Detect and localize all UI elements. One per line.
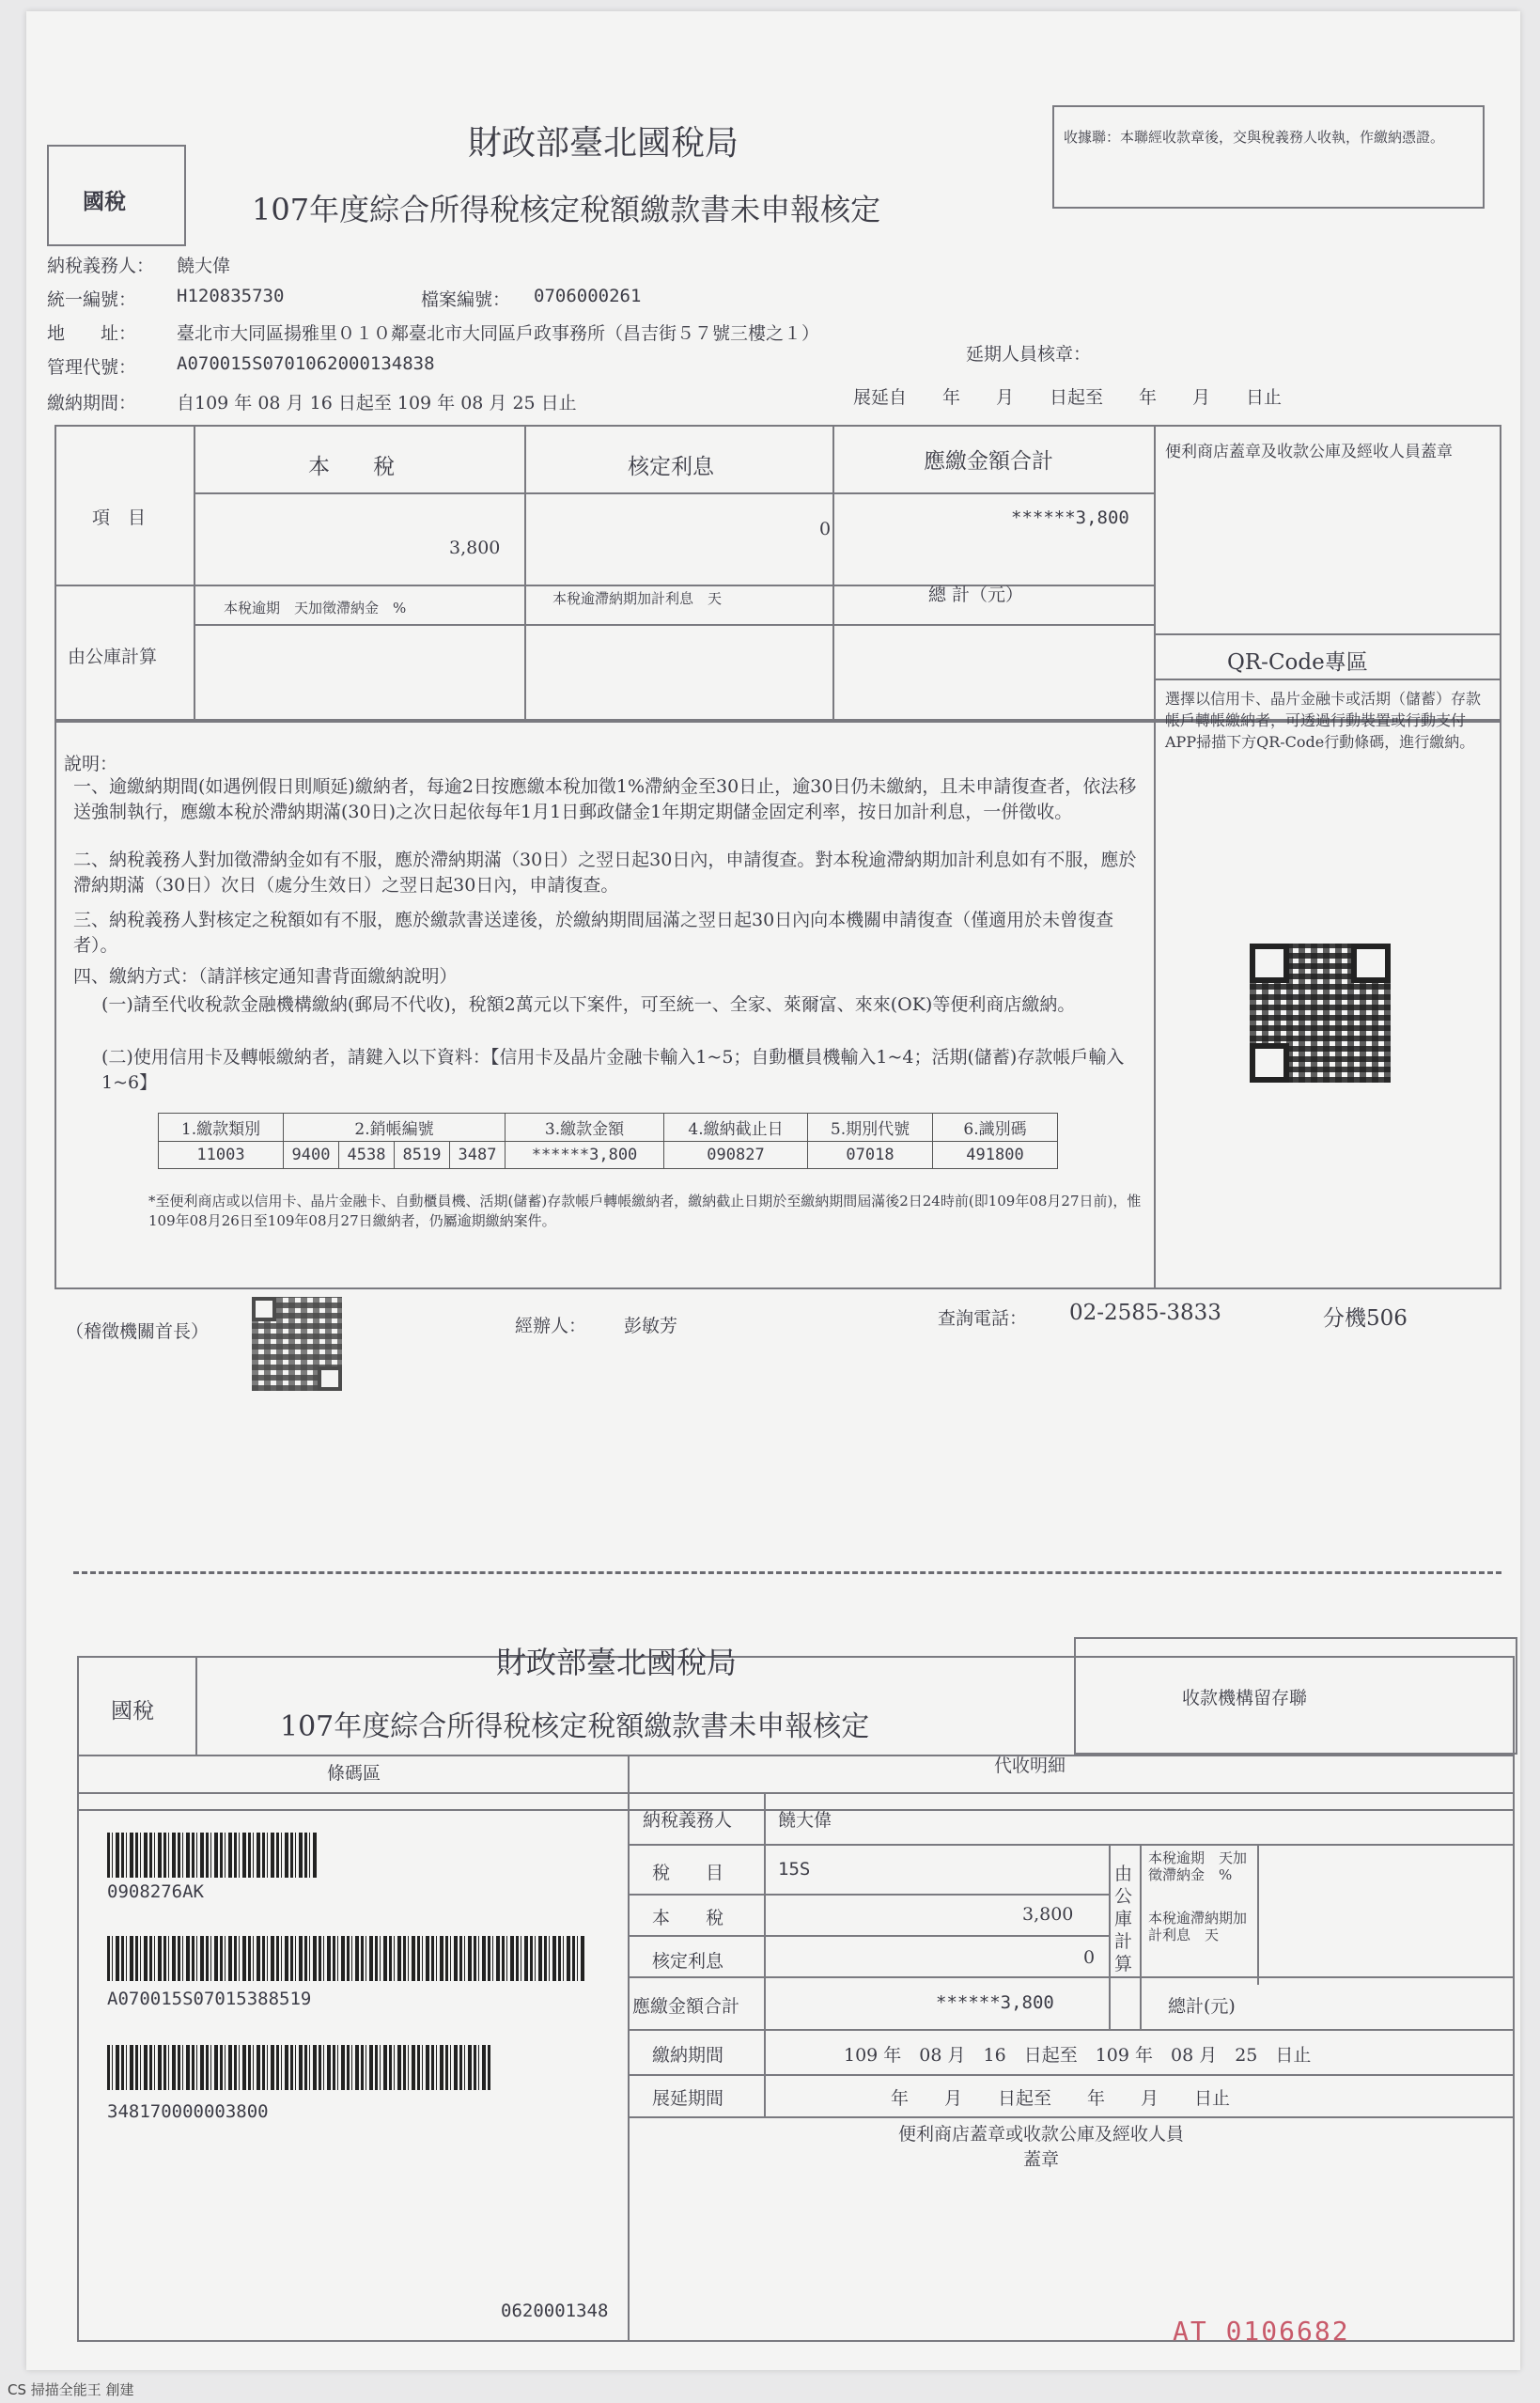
item-label: 項 目: [92, 507, 147, 528]
note-1: 一、逾繳納期間(如遇例假日則順延)繳納者，每逾2日按應繳本稅加徵1%滯納金至30日止，逾30日仍未繳納，且未申請復查者，依法移送強制執行，應繳本稅於滯納期滿(30日)之次日起依每年1月1日郵政儲金1年期定期儲金固定利率，按日加計利息，一併徵收。: [73, 776, 1137, 822]
detail-period-value: 109 年 08 月 16 日起至 109 年 08 月 25 日止: [844, 2045, 1312, 2066]
pay-deadline: 090827: [664, 1142, 808, 1169]
file-value: 0706000261: [534, 286, 642, 306]
pay-account-4: 3487: [450, 1142, 506, 1169]
address-label: 地 址：: [47, 323, 137, 344]
detail-interest-label: 核定利息: [652, 1951, 724, 1972]
detail-stamp-label: 便利商店蓋章或收款公庫及經收人員蓋章: [897, 2124, 1184, 2170]
pay-header-4: 4.繳納截止日: [664, 1114, 808, 1142]
tax-type-label: 國稅: [83, 189, 126, 214]
detail-grand-total-label: 總計(元): [1168, 1996, 1236, 2017]
pay-account-1: 9400: [284, 1142, 339, 1169]
barcode-3-text: 348170000003800: [107, 2101, 269, 2122]
barcode-area-label: 條碼區: [327, 1763, 381, 1784]
detail-tax-item-label: 稅 目: [652, 1863, 724, 1883]
note-4-2: (二)使用信用卡及轉帳繳納者，請鍵入以下資料：【信用卡及晶片金融卡輸入1~5；自動櫃員機輸入1~4；活期(儲蓄)存款帳戶輸入1~6】: [101, 1047, 1125, 1093]
barcode-3: [107, 2045, 492, 2090]
period-label: 繳納期間：: [47, 393, 137, 414]
grand-total-label: 總 計（元）: [928, 585, 1024, 605]
id-value: H120835730: [177, 286, 285, 306]
receipt-note-box: [1052, 105, 1485, 209]
barcode-1-text: 0908276AK: [107, 1881, 204, 1902]
receipt-note: 收據聯：本聯經收款章後，交與稅義務人收執，作繳納憑證。: [1064, 129, 1445, 146]
detail-period-label: 繳納期間: [652, 2045, 724, 2066]
pay-header-5: 5.期別代號: [808, 1114, 933, 1142]
pay-header-2: 2.銷帳編號: [284, 1114, 506, 1142]
mgmt-label: 管理代號：: [47, 357, 137, 378]
detail-total-due-label: 應繳金額合計: [632, 1996, 740, 2017]
amount-table: [54, 425, 1501, 721]
col-interest: 核定利息: [628, 455, 714, 479]
note-2: 二、納稅義務人對加徵滯納金如有不服，應於滯納期滿（30日）之翌日起30日內，申請復查。對本稅逾滯納期加計利息如有不服，應於滯納期滿（30日）次日（處分生效日）之翌日起30日內，申請復查。: [73, 850, 1137, 896]
serial-number: 0620001348: [501, 2301, 609, 2321]
id-label: 統一編號：: [47, 289, 137, 310]
footnote: *至便利商店或以信用卡、晶片金融卡、自動櫃員機、活期(儲蓄)存款帳戶轉帳繳納者，繳納截止日期於至繳納期間屆滿後2日24時前(即109年08月27日前)，惟109年08月26日至109年08月27日繳納者，仍屬逾期繳納案件。: [148, 1193, 1142, 1229]
detail-interest-amount: 0: [1083, 1947, 1096, 1968]
pay-id-code: 491800: [933, 1142, 1058, 1169]
tax-type-box: [47, 145, 186, 246]
handler-label: 經辦人：: [515, 1316, 587, 1336]
pay-header-1: 1.繳款類別: [159, 1114, 284, 1142]
pay-account-2: 4538: [339, 1142, 395, 1169]
bottom-tax-type: 國稅: [111, 1699, 154, 1724]
pay-account-3: 8519: [395, 1142, 450, 1169]
note-3: 三、納稅義務人對核定之稅額如有不服，應於繳款書送達後，於繳納期間屆滿之翌日起30日內向本機關申請復查（僅適用於未曾復查者）。: [73, 910, 1114, 956]
phone-value: 02-2585-3833: [1069, 1301, 1221, 1325]
pay-amount: ******3,800: [506, 1142, 664, 1169]
payment-code-table: [158, 1113, 1058, 1169]
mgmt-value: A070015S0701062000134838: [177, 353, 435, 374]
col-total-due: 應繳金額合計: [924, 449, 1053, 474]
detail-taxpayer-label: 納稅義務人: [643, 1810, 733, 1831]
bottom-agency: 財政部臺北國稅局: [496, 1645, 738, 1680]
note-4-1: (一)請至代收稅款金融機構繳納(郵局不代收)，稅額2萬元以下案件，可至統一、全家、萊爾富、來來(OK)等便利商店繳納。: [101, 994, 1076, 1015]
scanner-watermark: CS 掃描全能王 創建: [8, 2381, 134, 2398]
late-interest-label: 本稅逾滯納期加計利息 天: [552, 590, 723, 607]
form-title: 107年度綜合所得稅核定稅額繳款書未申報核定: [252, 192, 881, 227]
store-stamp-label: 便利商店蓋章及收款公庫及經收人員蓋章: [1165, 443, 1453, 461]
detail-extended-value: 年 月 日起至 年 月 日止: [891, 2088, 1231, 2109]
barcode-1: [107, 1833, 319, 1878]
detail-late-fee-label: 本稅逾期 天加徵滯納金 %: [1148, 1849, 1248, 1883]
official-seal-code: [252, 1297, 342, 1391]
extension-stamp-note: 延期人員核章：: [966, 344, 1092, 365]
interest-amount: 0: [819, 519, 832, 539]
treasury-calc-label: 由公庫計算: [68, 647, 158, 667]
barcode-2-text: A070015S07015388519: [107, 1989, 312, 2009]
pay-period-code: 07018: [808, 1142, 933, 1169]
phone-ext: 分機506: [1323, 1306, 1408, 1331]
pay-category: 11003: [159, 1142, 284, 1169]
pay-header-6: 6.識別碼: [933, 1114, 1058, 1142]
notes-title: 說明：: [64, 754, 118, 774]
detail-tax-item: 15S: [778, 1859, 811, 1880]
bottom-form-title: 107年度綜合所得稅核定稅額繳款書未申報核定: [280, 1710, 870, 1743]
detail-tax-label: 本 稅: [652, 1908, 724, 1928]
detail-tax-amount: 3,800: [1022, 1904, 1074, 1925]
qr-instructions: 選擇以信用卡、晶片金融卡或活期（儲蓄）存款帳戶轉帳繳納者，可透過行動裝置或行動支付APP掃描下方QR-Code行動條碼，進行繳納。: [1165, 690, 1482, 751]
extended-period: 展延自 年 月 日起至 年 月 日止: [853, 387, 1283, 408]
detail-late-interest-label: 本稅逾滯納期加計利息 天: [1148, 1910, 1248, 1943]
red-serial-number: AT 0106682: [1173, 2316, 1350, 2347]
phone-label: 查詢電話：: [938, 1308, 1028, 1329]
head-label: （稽徵機關首長）: [66, 1321, 210, 1342]
qr-area-label: QR-Code專區: [1227, 650, 1368, 675]
tear-line: [73, 1571, 1501, 1574]
agency-title: 財政部臺北國稅局: [468, 124, 739, 163]
total-due-amount: ******3,800: [1011, 507, 1129, 528]
retain-label: 收款機構留存聯: [1182, 1688, 1308, 1709]
late-fee-label: 本稅逾期 天加徵滯納金 %: [224, 600, 407, 616]
detail-label: 代收明細: [994, 1755, 1066, 1776]
handler-name: 彭敏芳: [624, 1316, 678, 1336]
address-value: 臺北市大同區揚雅里０１０鄰臺北市大同區戶政事務所（昌吉街５７號三樓之１）: [177, 323, 820, 344]
taxpayer-label: 納稅義務人：: [47, 256, 155, 276]
note-4: 四、繳納方式：（請詳核定通知書背面繳納說明）: [73, 966, 458, 987]
taxpayer-name: 饒大偉: [177, 256, 231, 276]
pay-header-3: 3.繳款金額: [506, 1114, 664, 1142]
period-value: 自109 年 08 月 16 日起至 109 年 08 月 25 日止: [177, 393, 577, 414]
tax-amount: 3,800: [449, 538, 501, 558]
detail-extended-label: 展延期間: [652, 2088, 724, 2109]
detail-total-due: ******3,800: [936, 1992, 1054, 2013]
tax-payment-form: [26, 11, 1520, 2370]
barcode-2: [107, 1936, 586, 1981]
file-label: 檔案編號：: [421, 289, 511, 310]
qr-code[interactable]: [1250, 944, 1391, 1083]
detail-taxpayer: 饒大偉: [778, 1810, 832, 1831]
detail-treasury-calc: 由公庫計算: [1114, 1864, 1133, 1974]
col-tax: 本 稅: [308, 455, 395, 479]
